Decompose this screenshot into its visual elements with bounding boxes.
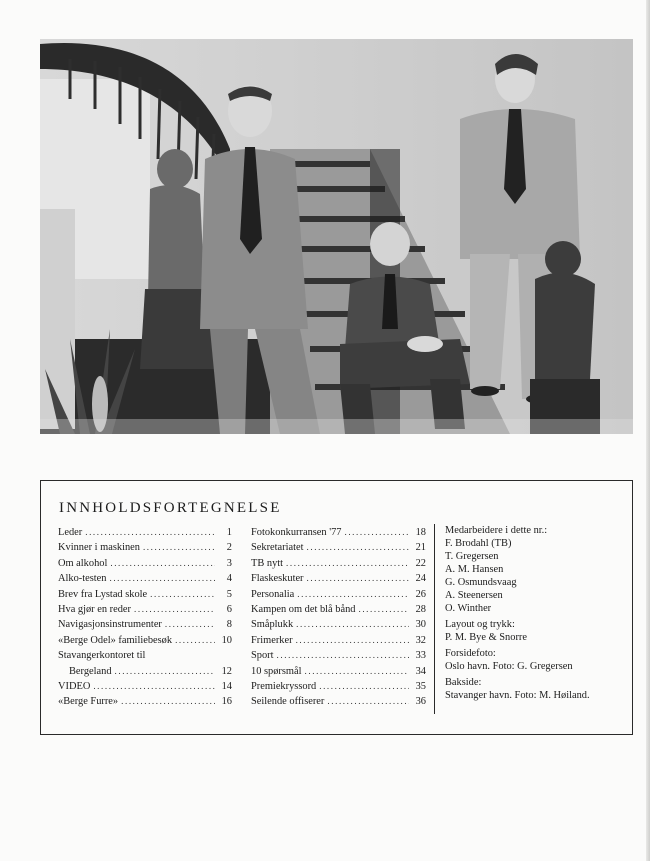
back-photo-credit: Stavanger havn. Foto: M. Høiland.	[445, 690, 590, 701]
toc-entry: Sekretariatet ..... 21	[251, 540, 426, 555]
toc-entry: Flaskeskuter ..... 24	[251, 571, 426, 586]
layout-credit: P. M. Bye & Snorre	[445, 632, 527, 643]
toc-entry: Småplukk ..... 30	[251, 617, 426, 632]
contributor: A. M. Hansen	[445, 564, 504, 575]
credits-column	[434, 524, 635, 714]
toc-entry: Leder ..... 1	[58, 525, 232, 540]
toc-entry: «Berge Furre» ..... 16	[58, 694, 232, 709]
toc-entry: Kvinner i maskinen ..... 2	[58, 540, 232, 555]
toc-entry: Fotokonkurransen '77 ..... 18	[251, 525, 426, 540]
toc-entry: TB nytt ..... 22	[251, 556, 426, 571]
toc-entry: VIDEO ..... 14	[58, 679, 232, 694]
table-of-contents	[40, 480, 633, 735]
toc-entry: Brev fra Lystad skole ..... 5	[58, 587, 232, 602]
contributors-heading: Medarbeidere i dette nr.:	[445, 525, 548, 536]
toc-entry: Seilende offiserer ..... 36	[251, 694, 426, 709]
toc-column-2	[251, 525, 426, 710]
toc-entry: Navigasjonsinstrumenter ..... 8	[58, 617, 232, 632]
toc-entry: Bergeland ..... 12	[58, 664, 232, 679]
photo-icon	[40, 39, 633, 434]
contributor: O. Winther	[445, 603, 492, 614]
layout-heading: Layout og trykk:	[445, 619, 515, 630]
back-photo-heading: Bakside:	[445, 677, 482, 688]
toc-entry: Premiekryssord ..... 35	[251, 679, 426, 694]
staircase-photo	[40, 39, 633, 434]
front-photo-heading: Forsidefoto:	[445, 648, 496, 659]
toc-entry: Stavangerkontoret til	[58, 650, 146, 662]
contributor: A. Steenersen	[445, 590, 503, 601]
front-photo-credit: Oslo havn. Foto: G. Gregersen	[445, 661, 573, 672]
toc-entry: Personalia ..... 26	[251, 587, 426, 602]
contributor: T. Gregersen	[445, 551, 499, 562]
toc-entry: Sport ..... 33	[251, 648, 426, 663]
toc-entry: Om alkohol ..... 3	[58, 556, 232, 571]
toc-entry: Frimerker ..... 32	[251, 633, 426, 648]
toc-entry: Hva gjør en reder ..... 6	[58, 602, 232, 617]
toc-column-1	[58, 525, 232, 710]
toc-entry: «Berge Odel» familiebesøk ..... 10	[58, 633, 232, 648]
toc-entry: Kampen om det blå bånd ..... 28	[251, 602, 426, 617]
contributor: F. Brodahl (TB)	[445, 538, 512, 549]
page-edge	[646, 0, 650, 861]
toc-title: INNHOLDSFORTEGNELSE	[59, 500, 282, 516]
contributor: G. Osmundsvaag	[445, 577, 517, 588]
toc-entry: Alko-testen ..... 4	[58, 571, 232, 586]
toc-entry: 10 spørsmål ..... 34	[251, 664, 426, 679]
